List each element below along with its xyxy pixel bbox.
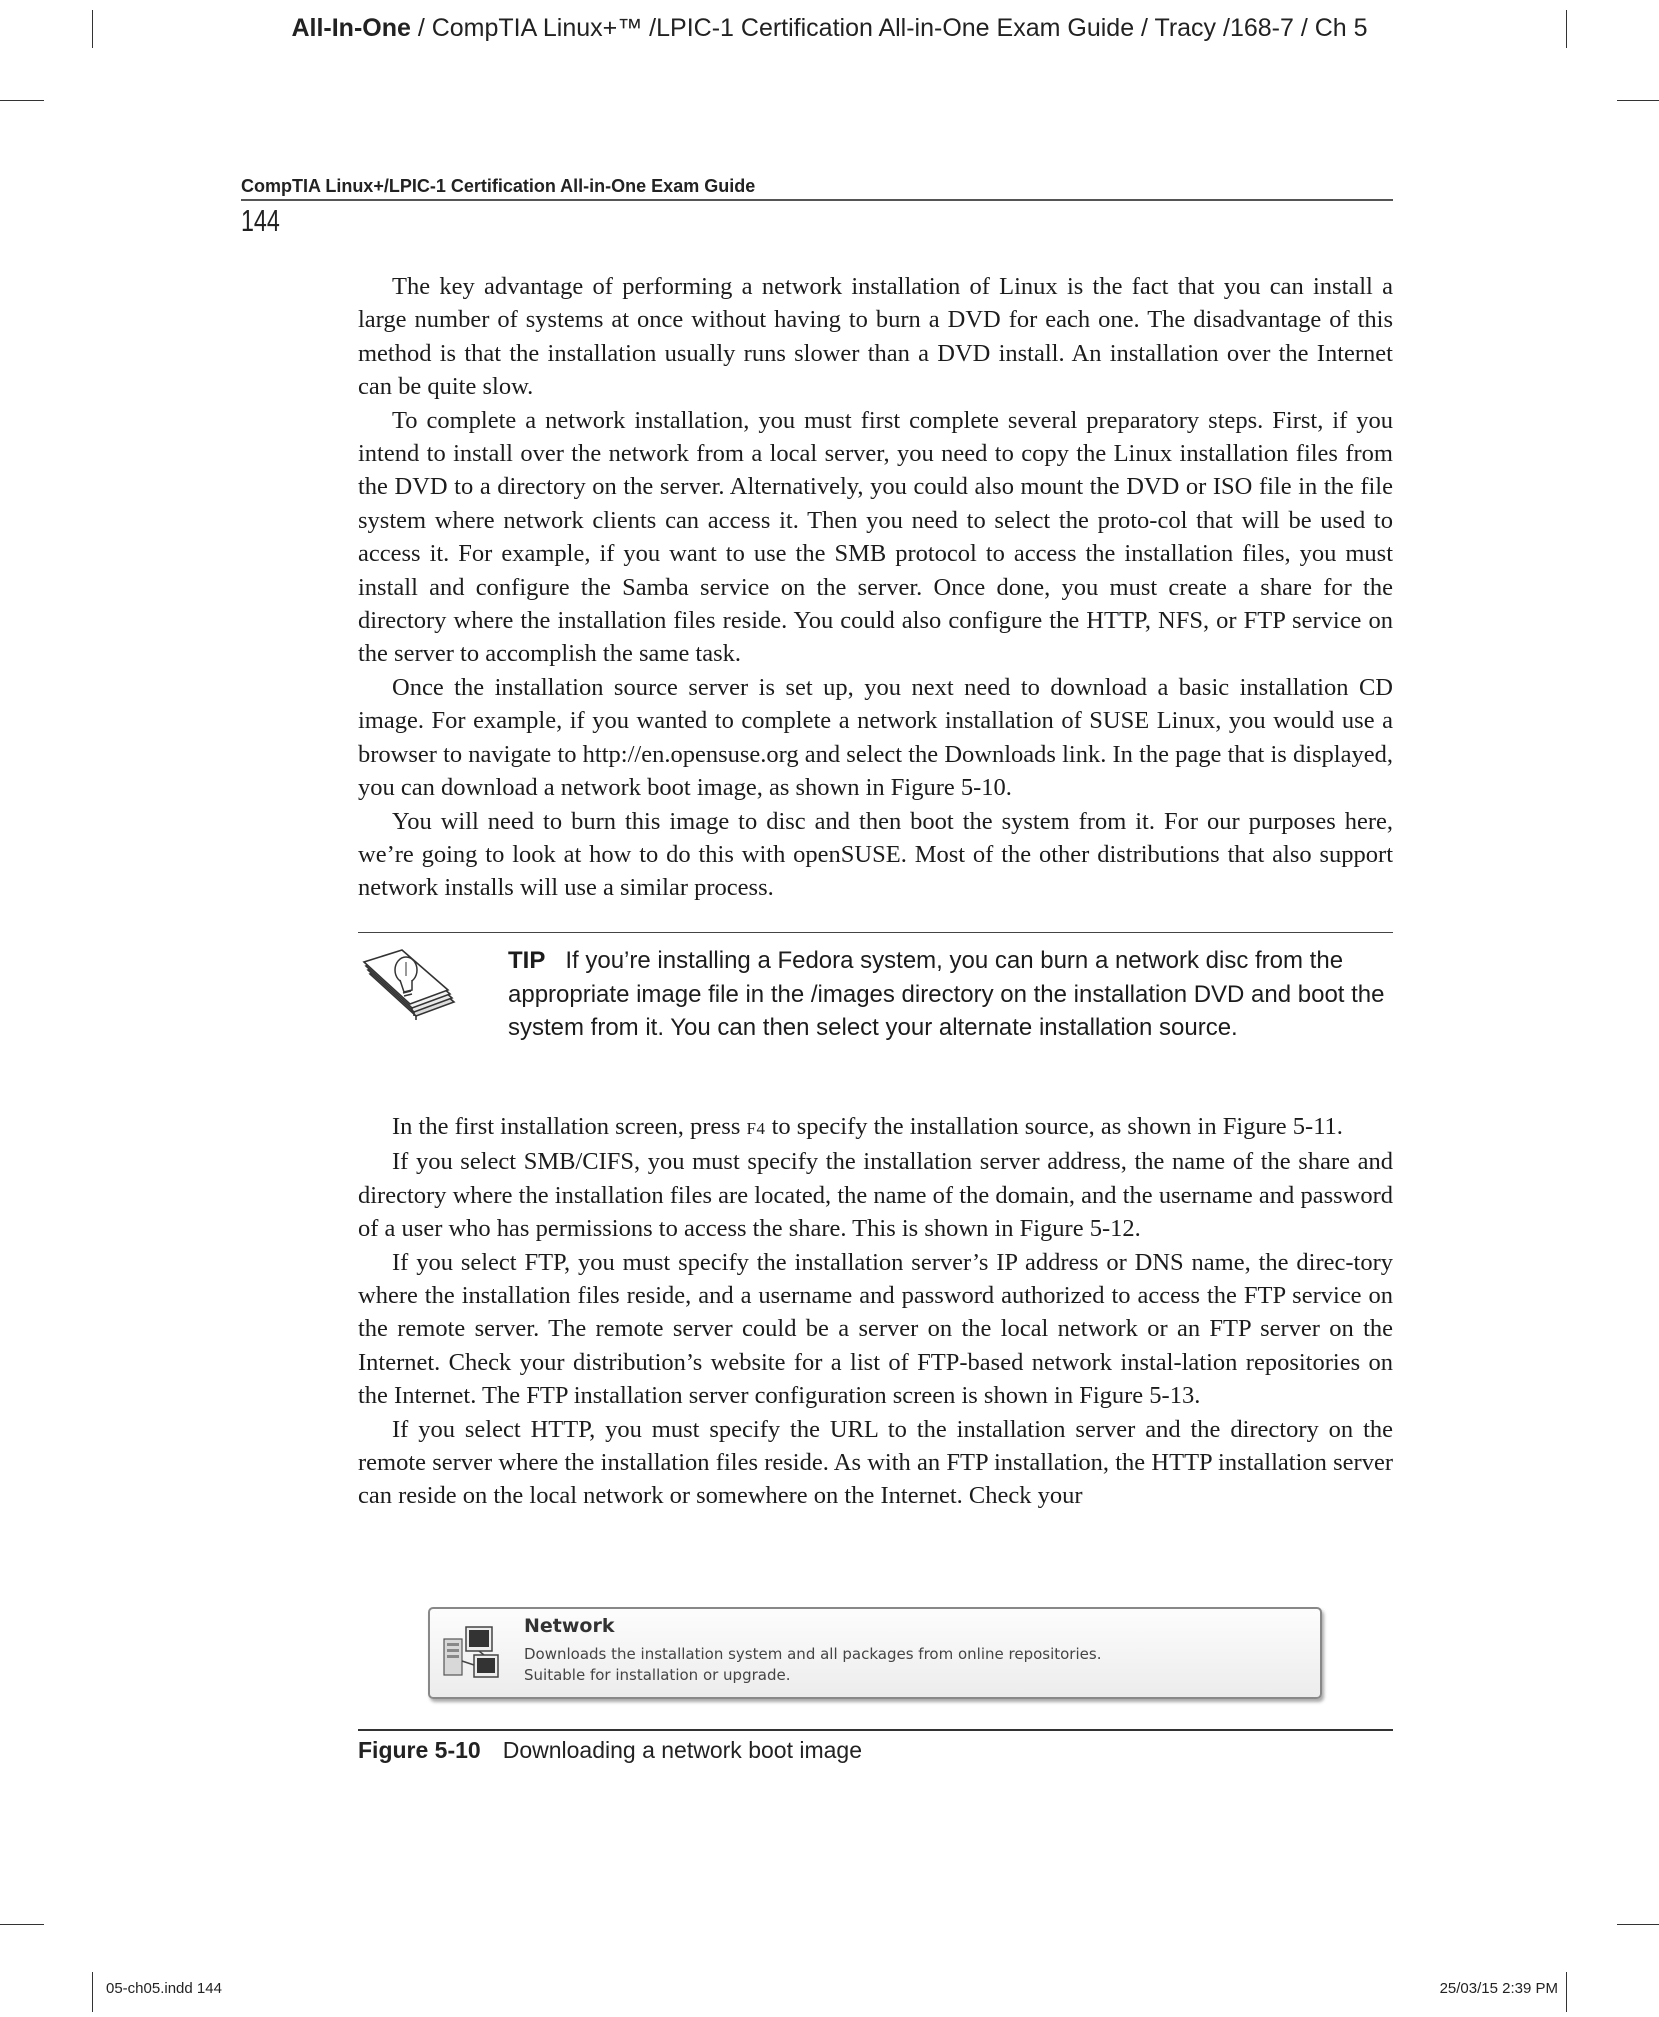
figure-label: Figure 5-10 — [358, 1737, 481, 1763]
paragraph: If you select HTTP, you must specify the URL to the installation server and the directory on the remote server where the installation files reside. As with an FTP installation, the HTTP installation server can reside on the local network or somewhere on the Internet. Check your — [358, 1415, 1393, 1510]
paragraph: You will need to burn this image to disc and then boot the system from it. For our purposes here, we’re going to look at how to do this with openSUSE. Most of the other distributions that also support network installs will use a similar process. — [358, 807, 1393, 902]
network-server-icon — [440, 1621, 504, 1685]
crop-mark — [0, 1924, 44, 1925]
tip-box — [508, 944, 1388, 1045]
crop-mark — [0, 100, 44, 101]
paragraph: Once the installation source server is set up, you next need to download a basic installation CD image. For example, if you wanted to complete a network installation of SUSE Linux, you would use a browser to navigate to http://en.opensuse.org and select the Downloads link. In the page that is displayed, you can download a network boot image, as shown in Figure 5-10. — [358, 673, 1393, 802]
figure-option-title: Network — [524, 1615, 615, 1637]
paragraph: To complete a network installation, you must first complete several preparatory steps. First, if you intend to install over the network from a local server, you need to copy the Linux installation files from the DVD to a directory on the server. Alternatively, you could also mount the DVD or ISO file in the file system where network clients can access it. Then you need to select the proto-col that will be used to access it. For example, if you want to use the SMB protocol to access the installation files, you must install and configure the Samba service on the server. Once done, you must create a share for the directory where the installation files reside. You could also configure the HTTP, NFS, or FTP service on the server to accomplish the same task. — [358, 406, 1393, 668]
crop-mark — [1566, 1972, 1567, 2012]
figure-desc-line: Downloads the installation system and all packages from online repositories. — [524, 1645, 1102, 1663]
crop-mark — [92, 1972, 93, 2012]
slug-bottom-file: 05-ch05.indd 144 — [106, 1980, 222, 1997]
paragraph-text: to specify the installation source, as shown in Figure 5-11. — [765, 1113, 1343, 1140]
paragraph: The key advantage of performing a network installation of Linux is the fact that you can install a large number of systems at once without having to burn a DVD for each one. The disadvantage of this method is that the installation usually runs slower than a DVD install. An installation over the Internet can be quite slow. — [358, 273, 1393, 401]
figure-caption — [358, 1737, 862, 1764]
paragraph: If you select FTP, you must specify the installation server’s IP address or DNS name, the direc-tory where the installation files reside, and a username and password authorized to access the FTP service on the remote server. The remote server could be a server on the local network or an FTP server on the Internet. Check your distribution’s website for a list of FTP-based network instal-lation repositories on the Internet. The FTP installation server configuration screen is shown in Figure 5-13. — [358, 1248, 1393, 1410]
network-option-panel — [428, 1607, 1322, 1699]
page-number: 144 — [241, 203, 280, 238]
slug-top — [0, 14, 1659, 43]
figure-caption-text: Downloading a network boot image — [502, 1737, 862, 1763]
tip-divider — [358, 932, 1393, 933]
tip-label: TIP — [508, 947, 546, 974]
slug-bottom-date: 25/03/15 2:39 PM — [1439, 1980, 1558, 1997]
crop-mark — [1617, 100, 1659, 101]
slug-top-details: / CompTIA Linux+™ /LPIC-1 Certification All-in-One Exam Guide / Tracy /168-7 / Ch 5 — [410, 14, 1368, 42]
tip-text: If you’re installing a Fedora system, you can burn a network disc from the appropriate image file in the /images directory on the installation DVD and boot the system from it. You can then select your alternate installation source. — [508, 947, 1385, 1041]
running-head: CompTIA Linux+/LPIC-1 Certification All-in-One Exam Guide — [241, 176, 1393, 201]
paragraph-text: In the first installation screen, press — [392, 1113, 747, 1140]
crop-mark — [1617, 1924, 1659, 1925]
key-f4: F4 — [746, 1119, 766, 1138]
figure-option-description — [524, 1644, 1304, 1686]
slug-top-series: All-In-One — [291, 14, 411, 42]
figure-divider — [358, 1729, 1393, 1731]
paragraph — [358, 1110, 1393, 1145]
body-text-top — [358, 270, 1393, 905]
paragraph: If you select SMB/CIFS, you must specify the installation server address, the name of the share and directory where the installation files are located, the name of the domain, and the username and password of a user who has permissions to access the share. This is shown in Figure 5-12. — [358, 1148, 1393, 1243]
body-text-bottom — [358, 1110, 1393, 1513]
lightbulb-note-icon — [356, 940, 468, 1032]
figure-desc-line: Suitable for installation or upgrade. — [524, 1666, 791, 1684]
